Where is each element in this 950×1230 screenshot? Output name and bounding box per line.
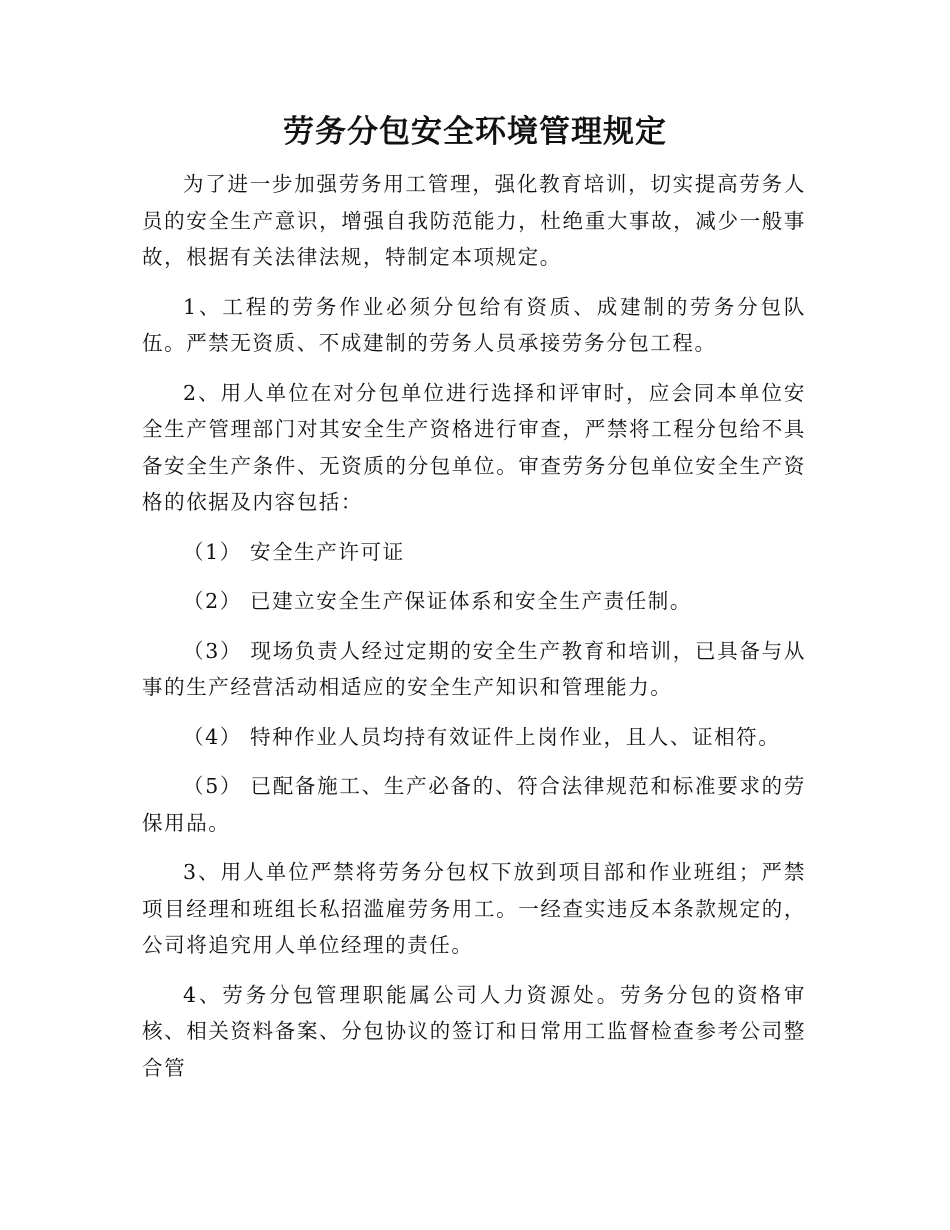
list-item: [142, 633, 806, 706]
clause-2-paragraph: 2、用人单位在对分包单位进行选择和评审时，应会同本单位安全生产管理部门对其安全生产资格进行审查，严禁将工程分包给不具备安全生产条件、无资质的分包单位。审查劳务分包单位安全生产资格的依据及内容包括：: [142, 380, 806, 514]
clause-3-paragraph: 3、用人单位严禁将劳务分包权下放到项目部和作业班组；严禁项目经理和班组长私招滥雇劳务用工。一经查实违反本条款规定的，公司将追究用人单位经理的责任。: [142, 860, 806, 957]
intro-paragraph: 为了进一步加强劳务用工管理，强化教育培训，切实提高劳务人员的安全生产意识，增强自我防范能力，杜绝重大事故，减少一般事故，根据有关法律法规，特制定本项规定。: [142, 172, 806, 269]
list-item-text: 已配备施工、生产必备的、符合法律规范和标准要求的劳保用品。: [142, 774, 807, 835]
document-body: [142, 166, 806, 1099]
list-item: [142, 534, 806, 571]
list-item-text: 安全生产许可证: [249, 539, 405, 564]
document-title: 劳务分包安全环境管理规定: [283, 114, 667, 150]
list-item: [142, 719, 806, 756]
list-item-number: （4）: [183, 724, 242, 749]
list-item: [142, 768, 806, 841]
list-item-text: 已建立安全生产保证体系和安全生产责任制。: [249, 589, 692, 613]
clause-4-paragraph: 4、劳务分包管理职能属公司人力资源处。劳务分包的资格审核、相关资料备案、分包协议的签订和日常用工监督检查参考公司整合管: [142, 982, 806, 1080]
list-item-text: 特种作业人员均持有效证件上岗作业，且人、证相符。: [249, 724, 781, 749]
list-item-number: （5）: [183, 774, 243, 798]
list-item-number: （2）: [183, 589, 242, 613]
list-item-number: （3）: [183, 638, 243, 663]
list-item: [142, 583, 806, 620]
list-item-number: （1）: [183, 539, 242, 564]
clause-1-paragraph: 1、工程的劳务作业必须分包给有资质、成建制的劳务分包队伍。严禁无资质、不成建制的劳务人员承接劳务分包工程。: [142, 294, 806, 355]
list-item-text: 现场负责人经过定期的安全生产教育和培训，已具备与从事的生产经营活动相适应的安全生产知识和管理能力。: [142, 638, 807, 699]
